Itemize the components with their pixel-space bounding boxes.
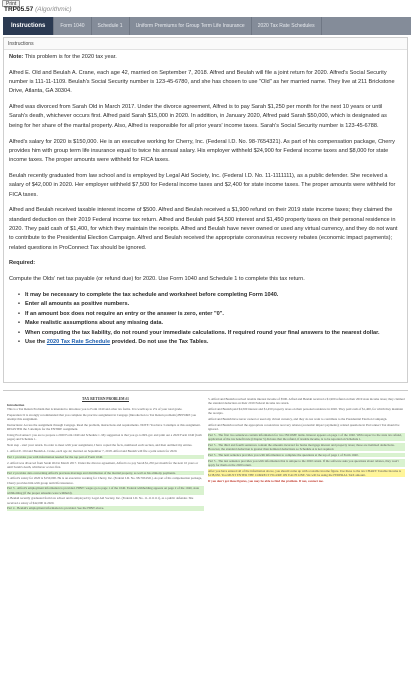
- compute-instructions: Compute the Olds' net tax payable (or refund due) for 2020. Use Form 1040 and Schedule 1 to complete this tax return.: [9, 276, 305, 283]
- preview-line: Using ProConnect: you are to prepare a 2020 Form 1040 and Schedule 1. My suggestion is that you go to IRS.gov and print out a 2020 Form 1040 (both pages) and Schedule 1.: [7, 433, 202, 442]
- list-item-suffix: provided. Do not use the Tax Tables.: [110, 338, 209, 345]
- preview-line: Part 2 provides data concerning Alfred's previous marriage and distribution of the marital property, as well as his alimony payments.: [7, 471, 204, 475]
- preview-line: Part 5 - The last sentence provides you with information that is unique to the 2020 return. If the software asks you questions about rebates, they won't apply for them on the 2020 return.: [208, 459, 405, 467]
- paragraph-beulah-salary: Beulah recently graduated from law school and is employed by Legal Aid Society, Inc. (Federal I.D. No. 11-1111111), as a public defender. She received a salary of $42,000 in 2020. Her employer withheld $7,500 for Federal income taxes and $2,400 for state income taxes. The proper amounts were withheld for FICA taxes.: [9, 172, 396, 198]
- preview-line: 1. Alfred E. Old and Beulah A. Crane, each age 42, married on September 7, 2018. Alfred and Beulah will file a joint return for 2020.: [7, 449, 178, 453]
- preview-section-label: Introduction: [7, 403, 25, 408]
- paragraph-alfred-salary: Alfred's salary for 2020 is $150,000. He is an executive working for Cherry, Inc. (Federal I.D. No. 98-7654321). As part of his compensation package, Cherry provides him with group term life insurance equal to twice his annual salary. His employer withheld $24,900 for Federal income taxes and $8,000 for state income taxes. The proper amounts were withheld for FICA taxes.: [9, 138, 395, 164]
- tab-instructions[interactable]: Instructions: [3, 17, 54, 35]
- document-preview: [3, 390, 408, 700]
- panel-header: Instructions: [4, 38, 407, 50]
- preview-line: Part 3 - Alfred's employment information is provided. HINT: wages go to page 1 of the 1040. Federal withholding appears on page 2 of the 1040, state withholding (if the proper amounts were withheld).: [7, 486, 204, 494]
- tab-form-1040[interactable]: Form 1040: [54, 17, 91, 35]
- print-button[interactable]: Print: [2, 0, 20, 7]
- tax-rate-schedule-link[interactable]: 2020 Tax Rate Schedule: [46, 338, 111, 345]
- panel-body: [4, 50, 407, 347]
- list-item: • When computing the tax liability, do not round your immediate calculations. If required round your final answers to the nearest dollar.: [18, 329, 402, 338]
- instructions-panel: [3, 37, 408, 383]
- preview-left-column: [7, 397, 204, 512]
- tab-uniform-premiums[interactable]: Uniform Premiums for Group Term Life Insurance: [130, 17, 252, 35]
- list-item: • Make realistic assumptions about any missing data.: [18, 319, 402, 328]
- assignment-tag: (Algorithmic): [35, 6, 72, 13]
- preview-line: Next step - start your return. In order to meet with your assignment, I have copied the facts, numbered each section, and then outlined my entries.: [7, 443, 193, 448]
- preview-line: This is a Tax Return Problem that is intended to introduce you to Form 1040 and other tax forms. It is worth up to 2% of your total grade.: [7, 407, 183, 412]
- preview-title: TAX RETURN PROBLEM #1: [82, 397, 129, 401]
- preview-line: 4. Beulah recently graduated from law school and is employed by Legal Aid Society, Inc. (Federal I.D. No. 11-1111111), as a public defender. She received a salary of $42,000 in 2020.: [7, 496, 194, 505]
- preview-line: Part 5 - The third and fourth sentences contain the amounts incurred for home mortgage interest and property taxes; these are itemized deductions. However, the standard deduction is greater than itemized deductions so Schedule A is not required.: [208, 443, 405, 451]
- preview-line: If you don't get these figures, you may be able to find the problem. If not, contact me.: [208, 478, 324, 483]
- tab-bar: [3, 17, 411, 35]
- preview-right-column: [208, 397, 405, 484]
- preview-line: After you have entered all of the information above, you should come up with a taxable income figure. Use these to the tax CHART: Taxable Income is $138,950. You MUST ENTER THE CORRECT FIGURE ON EACH LINE. We will be using the FEDERAL TAX amount.: [208, 469, 405, 477]
- list-item-prefix: Use the: [25, 338, 47, 345]
- paragraph-divorce: Alfred was divorced from Sarah Old in March 2017. Under the divorce agreement, Alfred is to pay Sarah $1,250 per month for the next 10 years or until Sarah's death, whichever occurs first. Alfred paid Sarah $15,000 in 2020. In addition, in January 2020, Alfred paid Sarah $50,000, which is designated as being for her share of the marital property. Also, Alfred is responsible for all prior years' income taxes. Sarah's Social Security number is 123-45-6788.: [9, 104, 387, 129]
- list-item: • Enter all amounts as positive numbers.: [18, 300, 402, 309]
- note-label: Note:: [9, 54, 24, 60]
- tax-year-note: [9, 53, 402, 62]
- tab-schedule-1[interactable]: Schedule 1: [92, 17, 130, 35]
- preview-line: 2. Alfred was divorced from Sarah Old in March 2017. Under the divorce agreement, Alfred is to pay Sarah $1,250 per month for the next 10 years or until Sarah's death, whichever occurs first.: [7, 460, 199, 469]
- preview-line: Alfred and Beulah have never owned or used any virtual currency, and they do not want to contribute to the Presidential Election Campaign.: [208, 417, 388, 421]
- preview-line: Instructions: Access the assignment through Cengage. Read the problem, instructions and requirements. NOTE: You have 3 attempts at this assignment. REGISTER the 3 attempts for the ENTIRE assignment.: [7, 423, 201, 432]
- tab-tax-rate-schedules[interactable]: 2020 Tax Rate Schedules: [252, 17, 322, 35]
- preview-line: Part 5 - The next sentence provides you with information to complete the questions at the top of page 1 of Form 1040.: [208, 453, 405, 457]
- required-heading: [9, 259, 402, 268]
- list-item: [18, 338, 402, 347]
- preview-line: Alfred and Beulah paid $4,500 interest and $1,450 property taxes on their personal residence in 2020. They paid cash of $1,400, for which they maintain the receipts.: [208, 407, 403, 416]
- note-text: This problem is for the 2020 tax year.: [23, 54, 117, 60]
- paragraph-other-income: Alfred and Beulah received taxable interest income of $500. Alfred and Beulah received a $1,900 refund on their 2019 state income taxes; they claimed the standard deduction on their 2019 Federal income tax return. Alfred and Beulah paid $4,500 interest and $1,450 property taxes on their personal residence in 2020. They paid cash of $1,400, for which they maintain the receipts. Alfred and Beulah have never owned or used any virtual currency, and they do not want to contribute to the Presidential Election Campaign. Alfred and Beulah received the appropriate coronavirus recovery rebates (economic impact payments); related questions in ProConnect Tax should be ignored.: [9, 207, 398, 251]
- assignment-title: [4, 6, 72, 13]
- preview-line: Part 1 provides you with information needed for the top part of Form 1040.: [7, 455, 204, 459]
- preview-line: Preparation: It is strongly recommended that you complete the practice assignment in Cengage (Introduction to Tax Return problems) BEFORE you attempt this assignment.: [7, 413, 197, 422]
- list-item: • If an amount box does not require an entry or the answer is zero, enter "0".: [18, 310, 402, 319]
- required-label: Required:: [9, 260, 36, 267]
- preview-line: Part 4 - Beulah's employment information is provided. See the HINT above.: [7, 506, 204, 510]
- paragraph-marriage: Alfred E. Old and Beulah A. Crane, each age 42, married on September 7, 2018. Alfred and Beulah will file a joint return for 2020. Alfred's Social Security number is 111-11-1109. Beulah's Social Security number is 123-45-6780, and she has chosen to use "Old" as her married name. They live at 211 Brickstone Drive, Atlanta, GA 30304.: [9, 69, 395, 95]
- preview-line: Alfred and Beulah received the appropriate coronavirus recovery rebates (economic impact payments); related questions in ProConnect Tax should be ignored.: [208, 422, 400, 431]
- assignment-id: TRP05.57: [4, 6, 34, 13]
- preview-line: Part 5 - The first two sentences contain information for two INCOME items. Interest appears on page 1 of the 1040. With respect to the state tax refund, application of the tax benefit rule (Chapter 5) dictates that the refund, if taxable income, is to be reported on Schedule 1.: [208, 433, 405, 441]
- requirements-list: [18, 291, 402, 347]
- preview-line: 5. Alfred and Beulah received taxable interest income of $500. Alfred and Beulah received a $1,900 refund on their 2019 state income taxes; they claimed the standard deduction on their 2019 Federal income tax return.: [208, 397, 405, 406]
- list-item: • It may be necessary to complete the tax schedule and worksheet before completing Form 1040.: [18, 291, 402, 300]
- preview-line: 3. Alfred's salary for 2020 is $150,000. He is an executive working for Cherry, Inc. (Federal I.D. No. 98-7654321). As part of his compensation package, Cherry provides him with group term life insurance.: [7, 476, 202, 485]
